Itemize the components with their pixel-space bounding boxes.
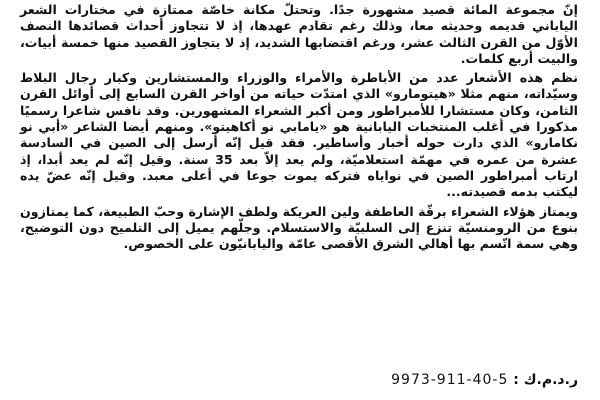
isbn-line <box>391 372 578 388</box>
isbn-label: ر.د.م.ك : <box>513 372 578 388</box>
document-body <box>20 2 578 255</box>
isbn-number: 9973-911-40-5 <box>391 372 509 388</box>
paragraph-poets: نظم هذه الأشعار عدد من الأباطرة والأمراء والوزراء والمستشارين وكبار رجال البلاط وسيّداته، منهم مثلا «هيتومارو» الذي امتدّت حياته من أواخر القرن السابع إلى أوائل القرن الثامن، وكان مستشارا للأمبراطور ومن أكبر الشعراء المشهورين. وقد نافس شاعرا رسميًا مذكورا في أغلب المنتخبات اليابانية هو «يامابي نو أكاهيتو». ومنهم أيضا الشاعر «أبي نو نكامارو» الذي دارت حوله أخبار وأساطير. فقد قيل إنّه أرسل إلى الصين في السادسة عشرة من عمره في مهمّة استعلاميّة، ولم يعد إلاّ بعد 35 سنة. وقيل إنّه لم يعد أبدا، إذ ارتاب أمبراطور الصين في نواياه فتركه يموت جوعا في أعلى معبد. وقيل إنّه عضّ يده ليكتب بدمه قصيدته... <box>20 70 578 200</box>
paragraph-characteristics: ويمتاز هؤلاء الشعراء برقّة العاطفة ولين العريكة ولطف الإشارة وحبّ الطبيعة، كما يمتازون بنوع من الرومنسيّة تنزع إلى السلبيّة والاستسلام. وجلّهم يميل إلى التلميح دون التوضيح، وهي سمة اتّسم بها أهالي الشرق الأقصى عامّة واليابانيّون على الخصوص. <box>20 203 578 252</box>
paragraph-intro: إنّ مجموعة المائة قصيد مشهورة جدًا. وتحتلّ مكانة خاصّة ممتازة في مختارات الشعر الياباني قديمه وحديثه معا، وذلك رغم تقادم عهدها، إذ لا تتجاوز أحداث قصائدها النصف الأوّل من القرن الثالث عشر، ورغم اقتضابها الشديد، إذ لا يتجاوز القصيد منها خمسة أبيات، والبيت أربع كلمات. <box>20 2 578 66</box>
